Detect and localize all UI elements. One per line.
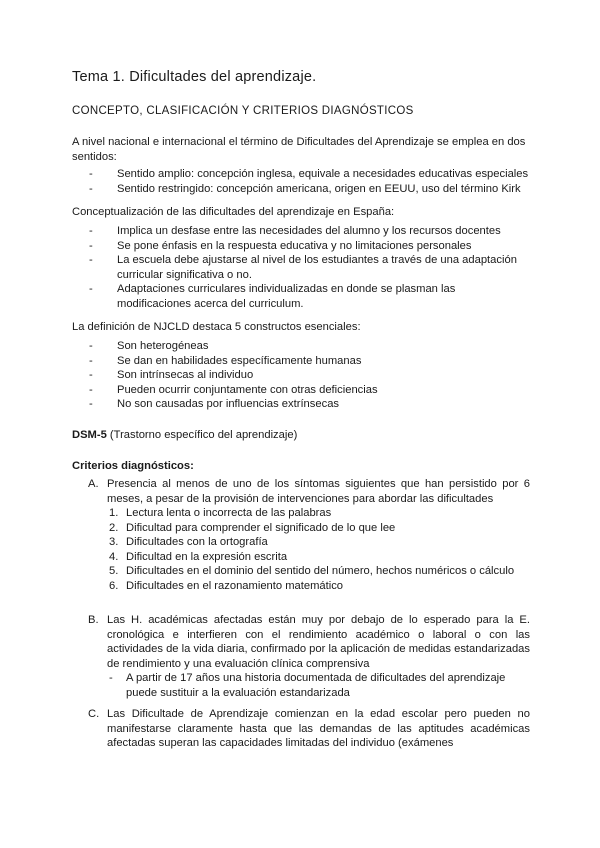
list-item: - Pueden ocurrir conjuntamente con otras deficiencias	[89, 383, 378, 396]
njcld-heading: La definición de NJCLD destaca 5 constructos esenciales:	[72, 321, 361, 333]
dsm-description: (Trastorno específico del aprendizaje)	[106, 429, 298, 441]
sintomas-list	[72, 506, 530, 593]
conceptualizacion-list	[72, 224, 530, 311]
list-item: - Sentido amplio: concepción inglesa, equivale a necesidades educativas especiales	[89, 168, 529, 180]
criterio-a	[72, 477, 530, 593]
list-item: 6. Dificultades en el razonamiento matemático	[109, 579, 344, 592]
list-item: - Se dan en habilidades específicamente humanas	[89, 354, 362, 367]
intro-paragraph: A nivel nacional e internacional el término de Dificultades del Aprendizaje se emplea en dos sentidos:	[72, 136, 526, 163]
list-item: - Adaptaciones curriculares individualizadas en donde se plasman las modificaciones acerca del curriculum.	[89, 283, 456, 310]
conceptualizacion-heading: Conceptualización de las dificultades del aprendizaje en España:	[72, 206, 395, 218]
section-heading: CONCEPTO, CLASIFICACIÓN Y CRITERIOS DIAGNÓSTICOS	[72, 105, 414, 117]
list-item: - La escuela debe ajustarse al nivel de los estudiantes a través de una adaptación curricular significativa o no.	[89, 254, 517, 281]
list-item: - Son intrínsecas al individuo	[89, 369, 254, 381]
list-item: 2. Dificultad para comprender el significado de lo que lee	[109, 521, 396, 534]
dsm-heading	[72, 428, 530, 443]
list-item: 3. Dificultades con la ortografía	[109, 536, 268, 548]
njcld-list	[72, 339, 530, 412]
list-item: 4. Dificultad en la expresión escrita	[109, 550, 288, 563]
sentidos-list	[72, 167, 530, 196]
list-item: - No son causadas por influencias extrínsecas	[89, 398, 340, 410]
list-item: - Son heterogéneas	[89, 340, 209, 352]
list-item: - Implica un desfase entre las necesidades del alumno y los recursos docentes	[89, 225, 501, 237]
criterio-text: Presencia al menos de uno de los síntomas siguientes que han persistido por 6 meses, a pesar de la provisión de intervenciones para abordar las dificultades	[107, 478, 530, 505]
criterio-c	[72, 707, 530, 751]
criterios-heading: Criterios diagnósticos:	[72, 460, 194, 472]
criterio-text: Las Dificultade de Aprendizaje comienzan en la edad escolar pero pueden no manifestarse claramente hasta que las demandas de las aptitudes académicas afectadas superan las capacidades limitadas del individuo (exámenes	[107, 708, 530, 749]
criterio-text: Las H. académicas afectadas están muy por debajo de lo esperado para la E. cronológica e interfieren con el rendimiento académico o laboral o con las actividades de la vida diaria, confirmado por la aplicación de medidas estandarizadas de rendimiento y una evaluación clínica comprensiva	[107, 614, 530, 670]
list-item: - Sentido restringido: concepción americana, origen en EEUU, uso del término Kirk	[89, 182, 521, 195]
criterio-letter: A.	[88, 478, 99, 490]
criterio-letter: B.	[88, 614, 99, 626]
list-item: - Se pone énfasis en la respuesta educativa y no limitaciones personales	[89, 239, 472, 252]
list-item: 5. Dificultades en el dominio del sentido del número, hechos numéricos o cálculo	[109, 565, 515, 577]
criterio-b	[72, 613, 530, 700]
list-item: - A partir de 17 años una historia documentada de dificultades del aprendizaje puede sustituir a la evaluación estandarizada	[109, 672, 506, 699]
dsm-label: DSM-5	[72, 429, 107, 441]
criterio-letter: C.	[88, 708, 100, 720]
list-item: 1. Lectura lenta o incorrecta de las palabras	[109, 507, 332, 519]
document-title: Tema 1. Dificultades del aprendizaje.	[72, 69, 317, 85]
